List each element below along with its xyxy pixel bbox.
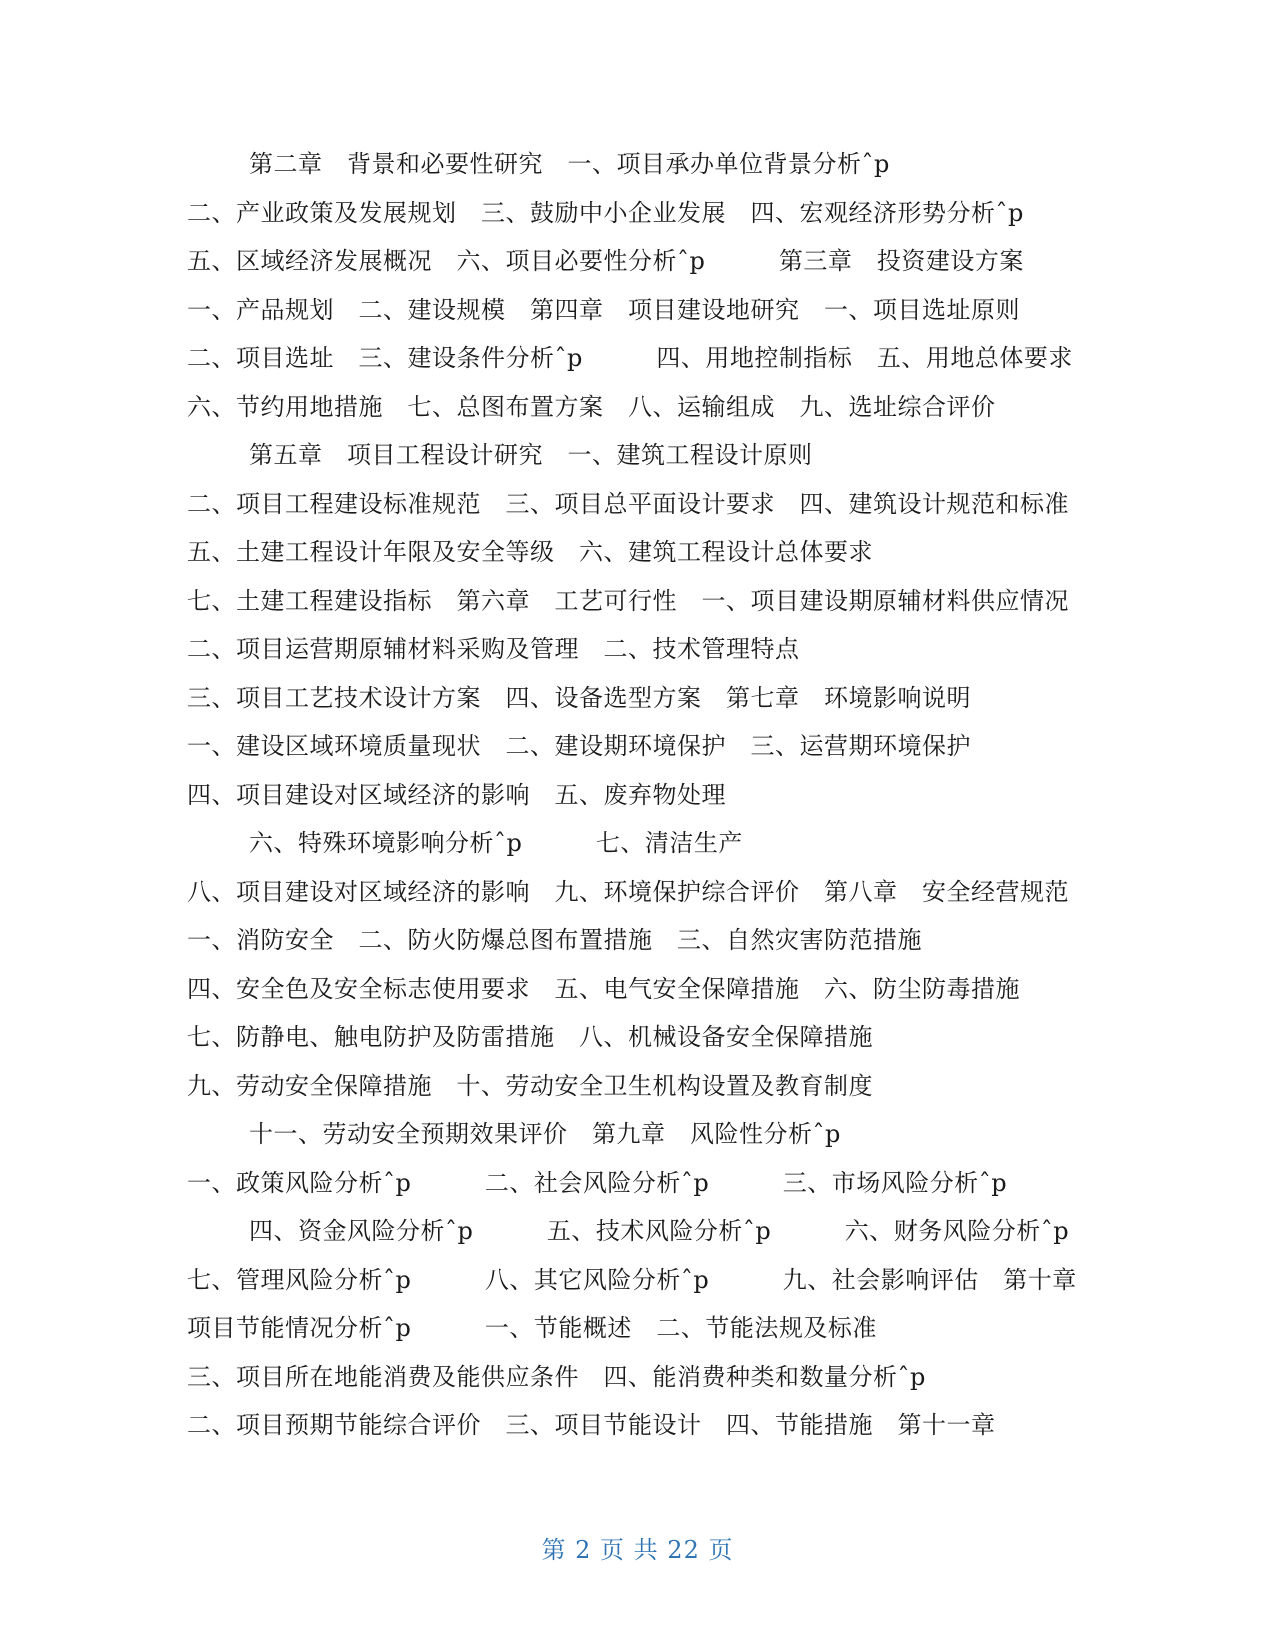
page-number-footer: 第 2 页 共 22 页 xyxy=(541,1536,734,1564)
text-line: 七、管理风险分析ˆp 八、其它风险分析ˆp 九、社会影响评估 第十章 xyxy=(187,1265,1077,1294)
text-line: 六、特殊环境影响分析ˆp 七、清洁生产 xyxy=(249,829,743,857)
text-line: 四、安全色及安全标志使用要求 五、电气安全保障措施 六、防尘防毒措施 xyxy=(187,974,1020,1003)
text-line: 八、项目建设对区域经济的影响 九、环境保护综合评价 第八章 安全经营规范 xyxy=(187,877,1069,906)
text-line: 七、土建工程建设指标 第六章 工艺可行性 一、项目建设期原辅材料供应情况 xyxy=(187,586,1069,615)
text-line: 七、防静电、触电防护及防雷措施 八、机械设备安全保障措施 xyxy=(187,1023,873,1051)
text-line: 三、项目所在地能消费及能供应条件 四、能消费种类和数量分析ˆp xyxy=(187,1362,926,1391)
text-line: 四、资金风险分析ˆp 五、技术风险分析ˆp 六、财务风险分析ˆp xyxy=(249,1217,1070,1245)
text-line: 二、项目预期节能综合评价 三、项目节能设计 四、节能措施 第十一章 xyxy=(187,1411,996,1439)
text-line: 五、土建工程设计年限及安全等级 六、建筑工程设计总体要求 xyxy=(187,538,873,566)
text-line: 项目节能情况分析ˆp 一、节能概述 二、节能法规及标准 xyxy=(187,1314,877,1342)
text-line: 第五章 项目工程设计研究 一、建筑工程设计原则 xyxy=(249,441,813,469)
text-line: 十一、劳动安全预期效果评价 第九章 风险性分析ˆp xyxy=(249,1120,841,1148)
text-line: 一、建设区域环境质量现状 二、建设期环境保护 三、运营期环境保护 xyxy=(187,732,971,760)
text-line: 六、节约用地措施 七、总图布置方案 八、运输组成 九、选址综合评价 xyxy=(187,392,996,421)
text-line: 二、项目运营期原辅材料采购及管理 二、技术管理特点 xyxy=(187,635,800,663)
text-line: 九、劳动安全保障措施 十、劳动安全卫生机构设置及教育制度 xyxy=(187,1071,873,1100)
text-line: 二、产业政策及发展规划 三、鼓励中小企业发展 四、宏观经济形势分析ˆp xyxy=(187,198,1024,227)
text-line: 一、政策风险分析ˆp 二、社会风险分析ˆp 三、市场风险分析ˆp xyxy=(187,1168,1008,1197)
text-line: 二、项目工程建设标准规范 三、项目总平面设计要求 四、建筑设计规范和标准 xyxy=(187,489,1069,518)
text-line: 四、项目建设对区域经济的影响 五、废弃物处理 xyxy=(187,780,726,809)
text-line: 第二章 背景和必要性研究 一、项目承办单位背景分析ˆp xyxy=(249,150,890,178)
text-line: 一、产品规划 二、建设规模 第四章 项目建设地研究 一、项目选址原则 xyxy=(187,295,1020,324)
text-line: 三、项目工艺技术设计方案 四、设备选型方案 第七章 环境影响说明 xyxy=(187,683,971,712)
text-line: 五、区域经济发展概况 六、项目必要性分析ˆp 第三章 投资建设方案 xyxy=(187,247,1024,275)
text-line: 一、消防安全 二、防火防爆总图布置措施 三、自然灾害防范措施 xyxy=(187,926,922,954)
document-body xyxy=(187,140,1087,1450)
text-line: 二、项目选址 三、建设条件分析ˆp 四、用地控制指标 五、用地总体要求 xyxy=(187,344,1073,372)
